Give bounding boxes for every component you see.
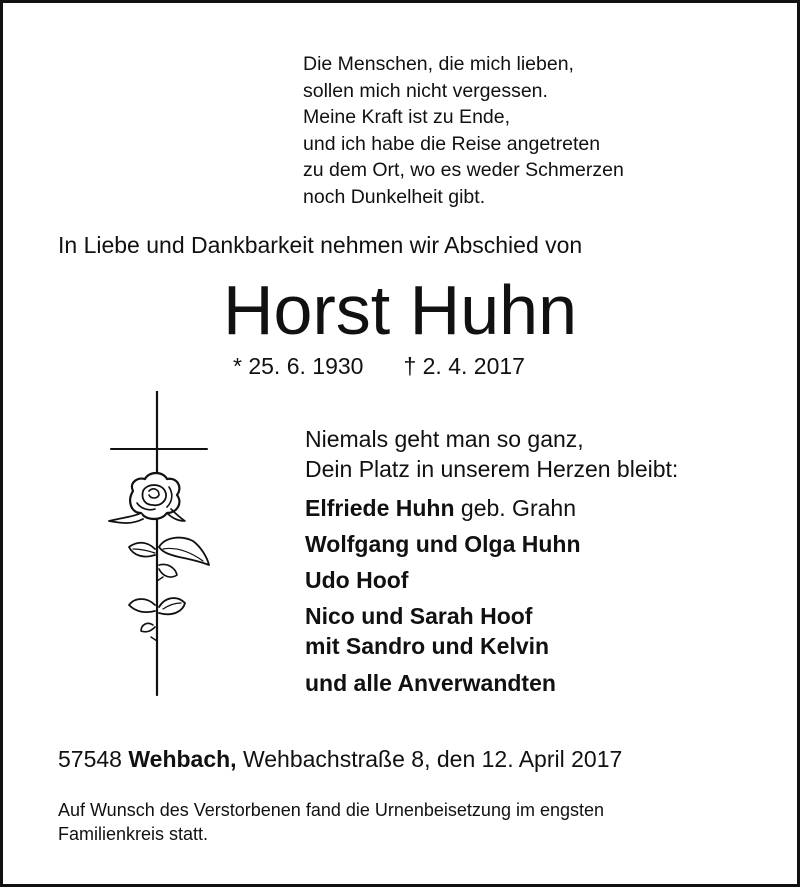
cross-with-rose-icon: [103, 391, 213, 696]
note-line: Auf Wunsch des Verstorbenen fand die Urnenbeisetzung im engsten: [58, 800, 605, 820]
mourner-line: [305, 526, 581, 562]
memorial-quote: [305, 424, 678, 484]
death-date: † 2. 4. 2017: [403, 353, 525, 379]
quote-line: Niemals geht man so ganz,: [305, 426, 584, 452]
poem-line: zu dem Ort, wo es weder Schmerzen: [303, 159, 624, 181]
town: Wehbach,: [128, 746, 237, 772]
mourner-name: Nico und Sarah Hoof: [305, 603, 533, 629]
poem: [303, 51, 624, 210]
maiden-name: geb. Grahn: [454, 495, 576, 521]
mourner-line: [305, 631, 581, 661]
address-and-date: Wehbachstraße 8, den 12. April 2017: [236, 746, 623, 772]
birth-date: * 25. 6. 1930: [233, 353, 364, 379]
mourner-line: [305, 490, 581, 526]
burial-note: [58, 798, 604, 846]
mourners-list: [305, 490, 581, 701]
mourner-name: Udo Hoof: [305, 567, 409, 593]
poem-line: Die Menschen, die mich lieben,: [303, 53, 574, 75]
mourner-line: [305, 665, 581, 701]
poem-line: noch Dunkelheit gibt.: [303, 185, 486, 208]
mourner-line: [305, 601, 581, 631]
quote-line: Dein Platz in unserem Herzen bleibt:: [305, 456, 679, 482]
mourner-name: Elfriede Huhn: [305, 495, 455, 521]
poem-line: Meine Kraft ist zu Ende,: [303, 106, 511, 128]
mourner-name: und alle Anverwandten: [305, 670, 556, 696]
note-line: Familienkreis statt.: [58, 824, 209, 844]
mourner-name: Wolfgang und Olga Huhn: [305, 531, 581, 557]
deceased-name: Horst Huhn: [222, 271, 578, 349]
poem-line: und ich habe die Reise angetreten: [303, 132, 601, 155]
life-dates: [233, 353, 525, 380]
farewell-intro: In Liebe und Dankbarkeit nehmen wir Abschied von: [58, 232, 583, 258]
place-and-date: [58, 746, 622, 773]
postal-code: 57548: [58, 746, 129, 772]
mourner-line: [305, 562, 581, 598]
poem-line: sollen mich nicht vergessen.: [303, 79, 548, 102]
mourner-name: mit Sandro und Kelvin: [305, 633, 550, 659]
